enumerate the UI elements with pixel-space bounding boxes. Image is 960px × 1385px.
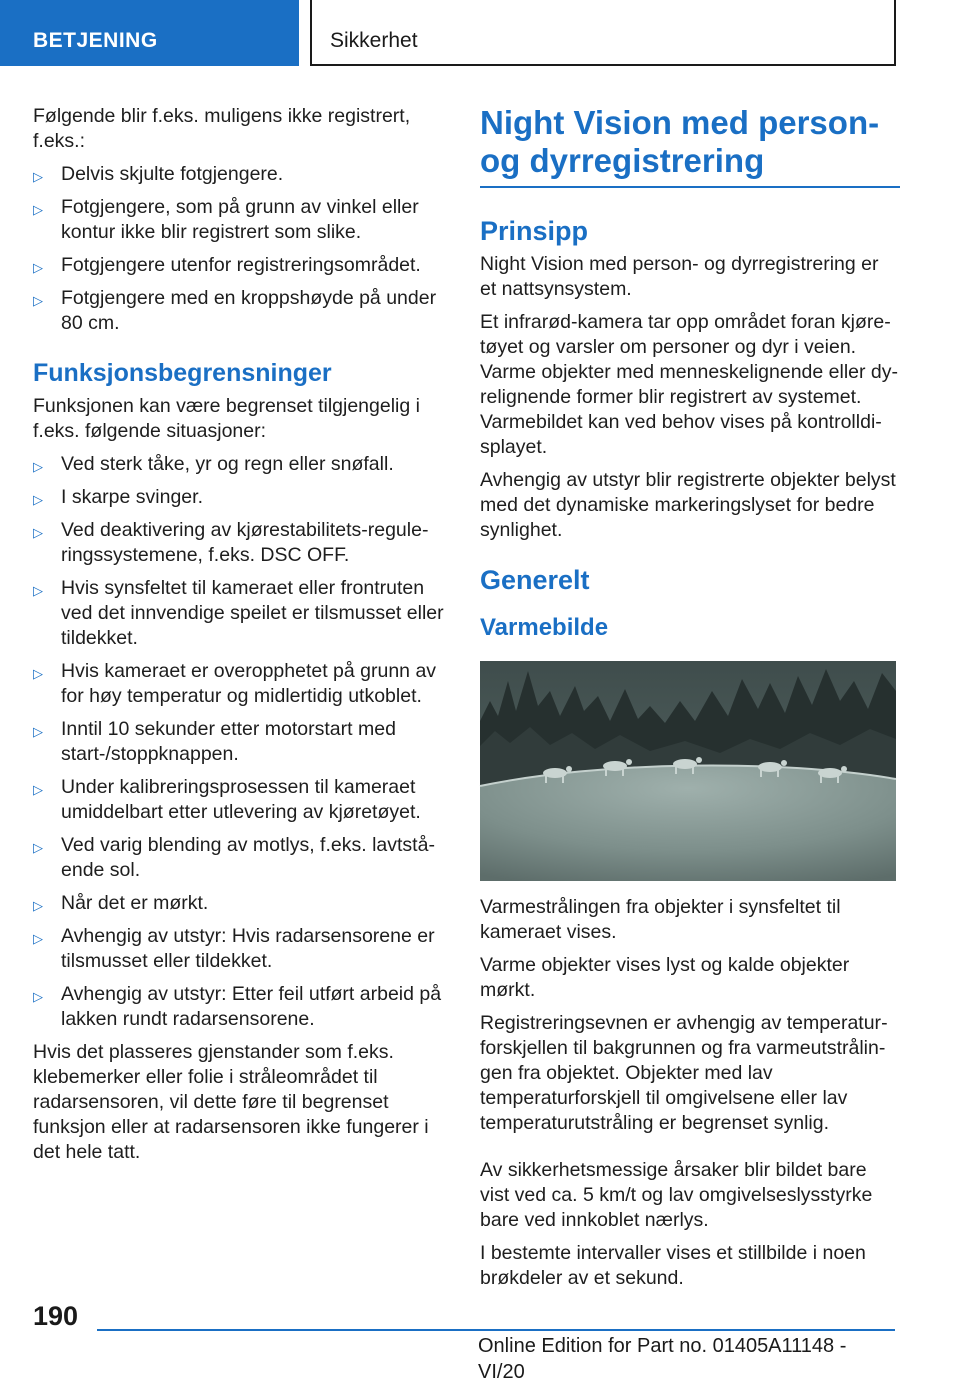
principle-paragraph-2: Et infrarød-kamera tar opp området foran kjøretøyet og varsler om personer og dyr i veien. Varme objekter med menneskelignende eller dyrelignende former blir registrert av systemet. Varmebildet kan ved behov vises på kontrolldisplayet. [480,311,899,458]
triangle-bullet-icon: ▷ [33,989,43,1004]
undetected-list [33,162,451,336]
left-column [33,104,451,1173]
section-label: BETJENING [33,29,158,52]
paragraph-spacer [480,1144,900,1158]
intro-paragraph: Følgende blir f.eks. muligens ikke registrert, f.eks.: [33,105,411,152]
thermal-image-heading: Varmebilde [480,614,609,641]
footer-rule [97,1329,895,1331]
list-item: ▷ Fotgjengere utenfor registreringsområdet. [33,253,451,278]
triangle-bullet-icon: ▷ [33,260,43,275]
list-item: ▷ Under kalibreringsprosessen til kameraet umiddelbart etter utlevering av kjøretøyet. [33,776,421,823]
principle-paragraph-3: Avhengig av utstyr blir registrerte objekter belyst med det dynamiske markeringslyset for bedre synlighet. [480,469,896,541]
list-item: ▷ Delvis skjulte fotgjengere. [33,162,451,187]
thermal-paragraph-1: Varmestrålingen fra objekter i synsfeltet til kameraet vises. [480,896,841,943]
principle-paragraph-1: Night Vision med person- og dyrregistrering er et nattsynsystem. [480,253,879,300]
triangle-bullet-icon: ▷ [33,169,43,184]
list-item: ▷ Ved sterk tåke, yr og regn eller snøfall. [33,452,451,477]
right-column [480,104,900,1299]
limitations-heading: Funksjonsbegrensninger [33,359,332,387]
thermal-paragraph-2: Varme objekter vises lyst og kalde objekter mørkt. [480,954,850,1001]
triangle-bullet-icon: ▷ [33,931,43,946]
triangle-bullet-icon: ▷ [33,782,43,797]
triangle-bullet-icon: ▷ [33,492,43,507]
list-item: ▷ Fotgjengere med en kroppshøyde på under 80 cm. [33,287,437,334]
list-item: ▷ Avhengig av utstyr: Hvis radarsensorene er tilsmusset eller tildekket. [33,925,435,972]
list-item: ▷ Ved deaktivering av kjørestabilitets-reguleringssystemene, f.eks. DSC OFF. [33,519,429,566]
triangle-bullet-icon: ▷ [33,459,43,474]
thermal-paragraph-5: I bestemte intervaller vises et stillbilde i noen brøkdeler av et sekund. [480,1242,866,1289]
page-header [0,0,960,66]
page-number: 190 [33,1301,79,1331]
thermal-paragraph-4: Av sikkerhetsmessige årsaker blir bildet bare vist ved ca. 5 km/t og lav omgivelseslysstyrke bare ved innkoblet nærlys. [480,1159,873,1231]
triangle-bullet-icon: ▷ [33,202,43,217]
triangle-bullet-icon: ▷ [33,840,43,855]
list-item: ▷ Inntil 10 sekunder etter motorstart med start-/stoppknappen. [33,718,396,765]
list-item: ▷ Avhengig av utstyr: Etter feil utført arbeid på lakken rundt radarsensorene. [33,983,442,1030]
triangle-bullet-icon: ▷ [33,525,43,540]
thermal-image-illustration [480,661,896,881]
closing-paragraph: Hvis det plasseres gjenstander som f.eks. klebemerker eller folie i stråleområdet til radarsensoren, vil dette føre til begrenset funksjon eller at radarsensoren ikke fungerer i det hele tatt. [33,1041,429,1163]
chapter-label: Sikkerhet [330,29,418,52]
thermal-paragraph-3: Registreringsevnen er avhengig av temperaturforskjellen til bakgrunnen og fra varmeutstrålingen fra objektet. Objekter med lav temperaturforskjell til omgivelsene eller lav temperaturutstråling er begrenset synlig. [480,1012,888,1134]
title-rule [480,186,900,188]
triangle-bullet-icon: ▷ [33,583,43,598]
list-item: ▷ Ved varig blending av motlys, f.eks. lavtstående sol. [33,834,435,881]
section-tab [0,0,299,66]
limitations-list [33,452,451,1032]
limitations-intro: Funksjonen kan være begrenset tilgjengelig i f.eks. følgende situasjoner: [33,395,420,442]
list-item: ▷ Fotgjengere, som på grunn av vinkel eller kontur ikke blir registrert som slike. [33,196,419,243]
triangle-bullet-icon: ▷ [33,898,43,913]
edition-footer: Online Edition for Part no. 01405A11148 - VI/20 [478,1335,847,1383]
chapter-tab [310,0,896,66]
list-item: ▷ Når det er mørkt. [33,891,451,916]
triangle-bullet-icon: ▷ [33,666,43,681]
list-item: ▷ Hvis kameraet er overopphetet på grunn av for høy temperatur og midlertidig utkoblet. [33,660,437,707]
triangle-bullet-icon: ▷ [33,724,43,739]
list-item: ▷ I skarpe svinger. [33,485,451,510]
general-heading: Generelt [480,565,590,595]
triangle-bullet-icon: ▷ [33,293,43,308]
page-title: Night Vision med person- og dyrregistrering [480,104,880,179]
list-item: ▷ Hvis synsfeltet til kameraet eller frontruten ved det innvendige speilet er tilsmusset eller tildekket. [33,577,444,649]
principle-heading: Prinsipp [480,216,589,246]
